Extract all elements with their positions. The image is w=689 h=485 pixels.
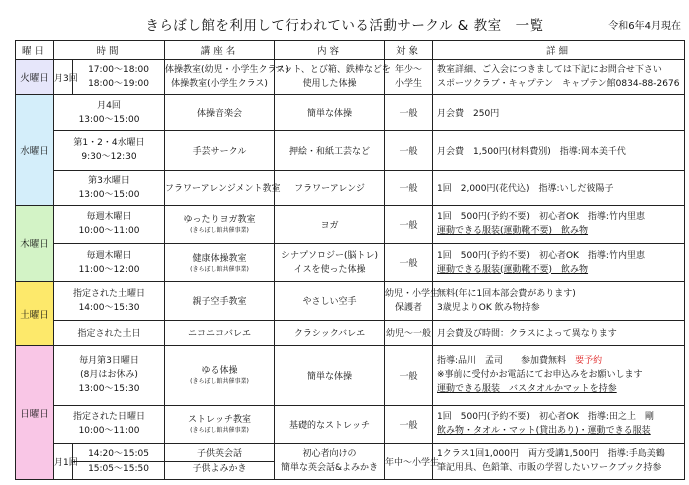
table-row	[16, 405, 685, 443]
thursday1-target: 一般	[385, 205, 433, 243]
saturday2-detail: 月会費及び時間：クラスによって異なります	[433, 320, 685, 346]
thursday1-content: ヨガ	[275, 205, 385, 243]
saturday1-target-1: 幼児・小学生	[385, 288, 440, 299]
header-row	[16, 41, 685, 60]
wednesday1-time-2: 13:00～15:00	[78, 114, 140, 125]
header-content: 内容	[275, 41, 385, 60]
sunday1-instructor-fee: 指導:品川 孟司 参加費無料	[437, 356, 576, 367]
tuesday-content-2: 使用した体操	[302, 79, 357, 90]
table-row	[16, 346, 685, 406]
table-row	[16, 320, 685, 346]
wednesday1-target: 一般	[385, 95, 433, 131]
sunday3-time-2: 15:05～15:50	[73, 461, 164, 476]
header-time: 時間	[54, 41, 165, 60]
thursday2-time-1: 毎週木曜日	[86, 250, 132, 261]
sunday1-detail-2: ※事前に受付かお電話にてお申込みをお願いします	[437, 370, 643, 381]
thursday1-time-1: 毎週木曜日	[86, 212, 132, 223]
wednesday2-detail: 月会費 1,500円(材料費別) 指導:岡本美千代	[433, 131, 685, 170]
thursday2-target: 一般	[385, 243, 433, 281]
thursday2-detail-2: 運動できる服装(運動靴不要) 飲み物	[437, 264, 589, 275]
sunday1-content: 簡単な体操	[275, 346, 385, 406]
table-row	[16, 131, 685, 170]
tuesday-time-1: 17:00～18:00	[88, 65, 149, 76]
tuesday-course-2: 体操教室(小学生クラス)	[171, 79, 268, 90]
sunday2-target: 一般	[385, 405, 433, 443]
sunday1-time-3: 13:00～15:30	[78, 384, 140, 395]
wednesday1-time-1: 月4回	[97, 100, 121, 111]
saturday2-course: ニコニコバレエ	[165, 320, 275, 346]
table-row	[16, 95, 685, 131]
saturday1-detail-1: 無料(年に1回本部会費があります)	[437, 288, 576, 299]
sunday1-time-1: 毎月第3日曜日	[79, 356, 139, 367]
thursday1-course: ゆったりヨガ教室	[183, 215, 256, 226]
thursday1-detail-1: 1回 500円(予約不要) 初心者OK 指導:竹内里恵	[437, 212, 645, 223]
thursday2-time-2: 11:00～12:00	[78, 264, 140, 275]
sunday2-detail-1: 1回 500円(予約不要) 初心者OK 指導:田之上 剛	[437, 412, 654, 423]
wednesday3-time-1: 第3水曜日	[88, 175, 130, 186]
saturday2-content: クラシックバレエ	[275, 320, 385, 346]
wednesday3-content: フラワーアレンジ	[275, 170, 385, 205]
saturday1-content: やさしい空手	[275, 282, 385, 320]
tuesday-frequency: 月3回	[54, 60, 73, 95]
wednesday3-time-2: 13:00～15:00	[78, 189, 140, 200]
sunday2-time-1: 指定された日曜日	[73, 412, 146, 423]
thursday1-time-2: 10:00～11:00	[78, 226, 140, 237]
tuesday-content-1: マット、とび箱、鉄棒などを	[275, 65, 391, 76]
reservation-required: 要予約	[575, 356, 603, 367]
sunday2-detail-2: 飲み物・タオル・マット(貸出あり)・運動できる服装	[437, 426, 651, 437]
wednesday2-time-1: 第1・2・4水曜日	[73, 138, 145, 149]
tuesday-detail-2: スポーツクラブ・キャプテン キャプテン館0834-88-2676	[437, 79, 680, 90]
wednesday1-content: 簡単な体操	[275, 95, 385, 131]
as-of-date: 令和6年4月現在	[608, 21, 681, 32]
saturday1-detail-2: 3歳児よりOK 飲み物持参	[437, 302, 540, 313]
table-row	[16, 282, 685, 320]
sunday2-course-note: (きらぼし館共催事業)	[190, 427, 249, 435]
sunday3-detail-1: 1クラス1回1,000円 両方受講1,500円 指導:手島美鶴	[437, 449, 665, 460]
tuesday-detail-1: 教室詳細、ご入会につきましては下記にお問合せ下さい	[437, 65, 662, 76]
thursday1-course-note: (きらぼし館共催事業)	[190, 227, 249, 235]
wednesday2-content: 押絵・和紙工芸など	[275, 131, 385, 170]
thursday1-detail-2: 運動できる服装(運動靴不要) 飲み物	[437, 226, 589, 237]
header-course: 講座名	[165, 41, 275, 60]
wednesday2-target: 一般	[385, 131, 433, 170]
day-sunday: 日曜日	[16, 346, 54, 480]
header-day: 曜日	[16, 41, 54, 60]
wednesday1-detail: 月会費 250円	[433, 95, 685, 131]
thursday2-content-2: イスを使った体操	[293, 264, 366, 275]
thursday2-course: 健康体操教室	[192, 253, 247, 264]
thursday2-course-note: (きらぼし館共催事業)	[190, 265, 249, 273]
wednesday1-course: 体操音楽会	[165, 95, 275, 131]
day-saturday: 土曜日	[16, 282, 54, 346]
header-target: 対象	[385, 41, 433, 60]
day-tuesday: 火曜日	[16, 60, 54, 95]
sunday3-time-1: 14:20～15:05	[88, 448, 149, 459]
day-thursday: 木曜日	[16, 205, 54, 282]
sunday3-frequency: 月1回	[54, 443, 73, 479]
sunday1-course-note: (きらぼし館共催事業)	[190, 378, 249, 386]
header-detail: 詳細	[433, 41, 685, 60]
sunday1-detail-3: 運動できる服装 バスタオルかマットを持参	[437, 384, 617, 395]
wednesday2-course: 手芸サークル	[165, 131, 275, 170]
saturday1-course: 親子空手教室	[165, 282, 275, 320]
sunday3-content-1: 初心者向けの	[302, 449, 357, 460]
sunday2-course: ストレッチ教室	[188, 415, 251, 426]
day-wednesday: 水曜日	[16, 95, 54, 206]
sunday3-target: 年中～小学生	[385, 443, 433, 479]
sunday3-detail-2: 筆記用具、色鉛筆、市販の学習したいワークブック持参	[437, 463, 662, 474]
tuesday-target-1: 年少～	[395, 65, 423, 76]
saturday2-target: 幼児～一般	[385, 320, 433, 346]
wednesday3-course: フラワーアレンジメント教室	[165, 170, 275, 205]
sunday1-course: ゆる体操	[201, 366, 238, 377]
sunday1-time-2: (8月はお休み)	[80, 370, 138, 381]
wednesday3-target: 一般	[385, 170, 433, 205]
saturday1-time-2: 14:00～15:30	[78, 302, 140, 313]
page-title: きらぼし館を利用して行われている活動サークル & 教室 一覧	[145, 18, 544, 34]
wednesday2-time-2: 9:30～12:30	[81, 152, 137, 163]
sunday3-course-1: 子供英会話	[197, 448, 243, 459]
table-row	[16, 443, 685, 479]
sunday1-detail-1	[437, 354, 684, 368]
thursday2-content-1: シナプソロジー(脳トレ)	[281, 250, 379, 261]
thursday2-detail-1: 1回 500円(予約不要) 初心者OK 指導:竹内里恵	[437, 250, 645, 261]
sunday1-target: 一般	[385, 346, 433, 406]
saturday2-time: 指定された土日	[54, 320, 165, 346]
sunday2-content: 基礎的なストレッチ	[275, 405, 385, 443]
sunday3-content-2: 簡単な英会話&よみかき	[281, 463, 379, 474]
saturday1-target-2: 保護者	[395, 302, 423, 313]
tuesday-course-1: 体操教室(幼児・小学生クラス)	[165, 65, 289, 76]
table-row	[16, 170, 685, 205]
tuesday-target-2: 小学生	[395, 79, 423, 90]
sunday2-time-2: 10:00～11:00	[78, 426, 140, 437]
schedule-table	[15, 40, 685, 480]
table-row	[16, 243, 685, 281]
sunday3-course-2: 子供よみかき	[165, 461, 274, 476]
table-row	[16, 205, 685, 243]
wednesday3-detail: 1回 2,000円(花代込) 指導:いしだ彼陽子	[433, 170, 685, 205]
table-row	[16, 60, 685, 95]
saturday1-time-1: 指定された土曜日	[73, 288, 146, 299]
tuesday-time-2: 18:00～19:00	[88, 79, 149, 90]
